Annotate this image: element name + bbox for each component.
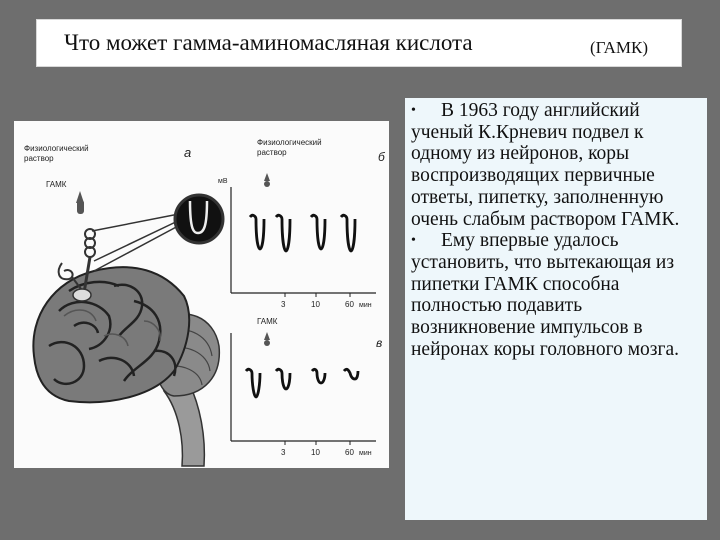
gaba-drop-icon-top <box>264 181 270 187</box>
svg-text:раствор: раствор <box>24 154 54 163</box>
text-content <box>411 100 703 360</box>
figure-drawing <box>14 121 389 468</box>
bullet-1: • <box>411 103 416 118</box>
slide-title: Что может гамма-аминомасляная кислота <box>64 30 473 55</box>
paragraph-2-text: Ему впервые удалось установить, что вытекающая из пипетки ГАМК способна полностью подавить возникновение импульсов в нейронах коры головного мозга. <box>411 230 680 360</box>
oscilloscope-icon <box>175 195 223 243</box>
solution-label-left: Физиологический <box>24 144 89 153</box>
gaba-drop-icon-bottom <box>264 340 270 346</box>
text-panel <box>405 98 707 520</box>
tick-top-3: 3 <box>281 300 286 309</box>
suppressed-wave-4 <box>344 369 358 379</box>
slide-title-abbreviation: (ГАМК) <box>590 38 649 57</box>
tick-bottom-60: 60 <box>345 448 354 457</box>
gaba-label-left: ГАМК <box>46 180 67 189</box>
electrode-wire <box>92 213 184 231</box>
tick-top-10: 10 <box>311 300 320 309</box>
title-box <box>36 19 682 67</box>
response-wave-4 <box>341 215 355 251</box>
paragraph-1 <box>411 100 703 230</box>
response-wave-2 <box>276 215 290 251</box>
gaba-experiment-figure <box>14 121 389 468</box>
suppressed-wave-2 <box>276 369 290 389</box>
tick-bottom-10: 10 <box>311 448 320 457</box>
response-wave-1 <box>250 215 264 249</box>
panel-label-b: б <box>378 150 385 164</box>
tick-bottom-3: 3 <box>281 448 286 457</box>
response-wave-3 <box>311 215 325 249</box>
tick-top-unit: мин <box>359 302 372 309</box>
tick-bottom-unit: мин <box>359 450 372 457</box>
solution-label-right: Физиологический <box>257 138 322 147</box>
tick-top-60: 60 <box>345 300 354 309</box>
panel-label-v: в <box>376 336 383 350</box>
suppressed-wave-1 <box>246 369 260 397</box>
paragraph-1-text: В 1963 году английский ученый К.Крневич подвел к одному из нейронов, коры воспроизводящих первичные ответы, пипетку, заполненную очень слабым раствором ГАМК. <box>411 100 680 230</box>
mv-label: мВ <box>218 178 228 185</box>
paragraph-2 <box>411 230 703 360</box>
svg-text:раствор: раствор <box>257 148 287 157</box>
gaba-label-right: ГАМК <box>257 317 278 326</box>
panel-label-a: а <box>184 145 192 160</box>
bullet-2: • <box>411 233 416 249</box>
suppressed-wave-3 <box>312 369 325 383</box>
